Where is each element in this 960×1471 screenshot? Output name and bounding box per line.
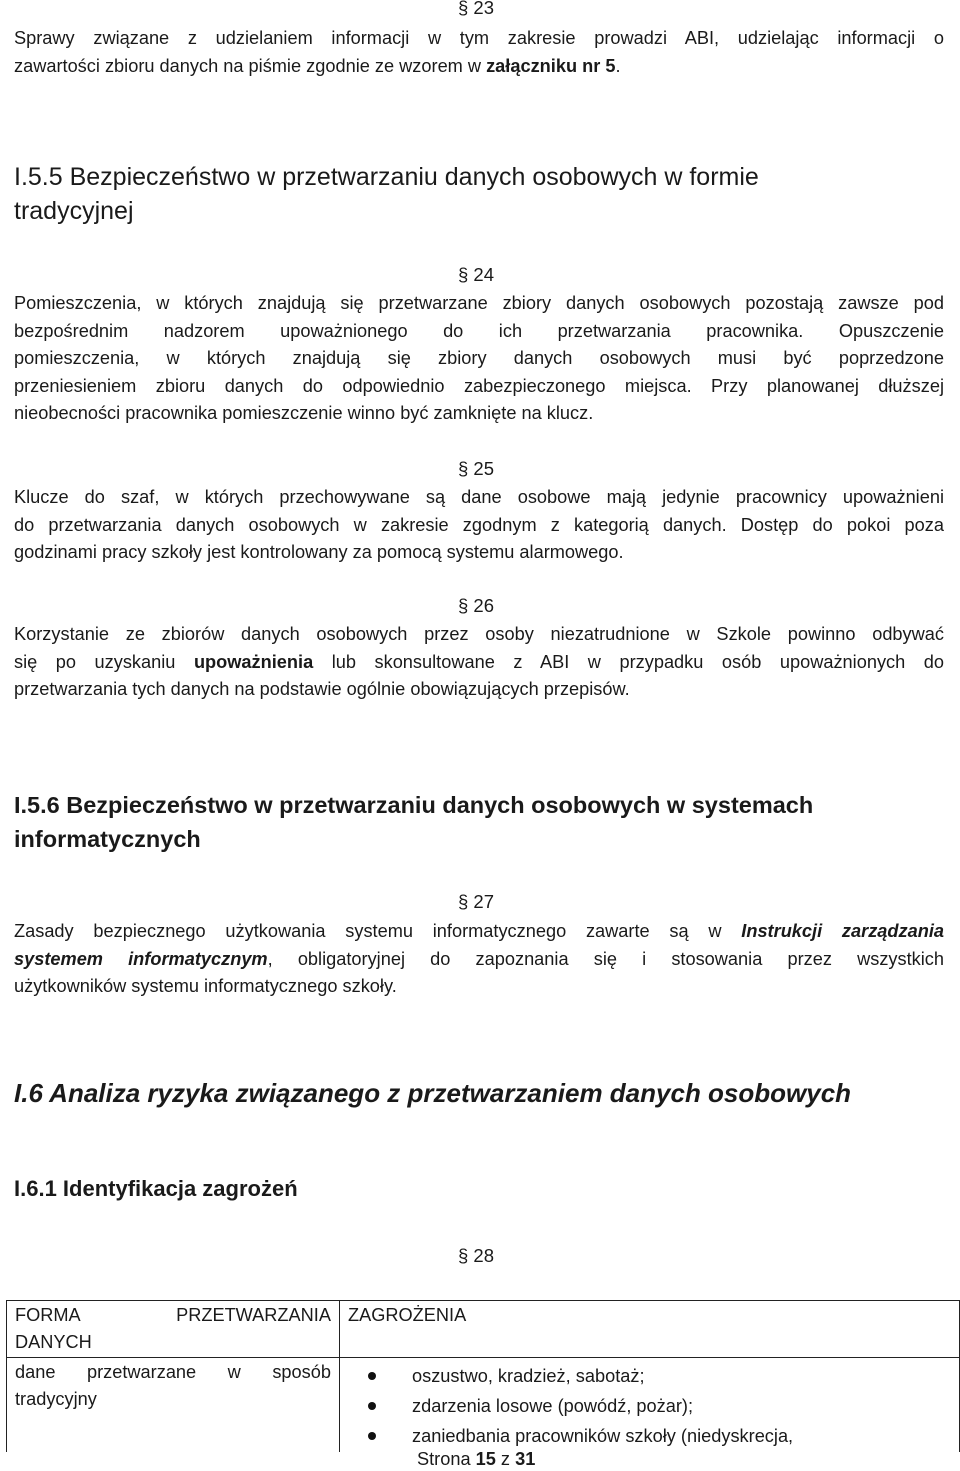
- heading-i-6-1: I.6.1 Identyfikacja zagrożeń: [14, 1176, 298, 1201]
- page-footer: [415, 1449, 537, 1470]
- heading-i-5-5: [14, 160, 759, 228]
- paragraph-24-line-3: pomieszczenia, w których znajdują się zbiory danych osobowych musi być poprzedzone: [14, 348, 944, 368]
- paragraph-24-line-5: nieobecności pracownika pomieszczenie winno być zamknięte na klucz.: [14, 403, 594, 423]
- table-header-row: [7, 1301, 960, 1358]
- heading-i-5-6-line-2: informatycznych: [14, 826, 201, 852]
- cell-text-line-2: tradycyjny: [15, 1389, 97, 1409]
- header-word-forma: FORMA: [15, 1305, 81, 1325]
- header-cell-line-1: [15, 1302, 331, 1329]
- header-word-przetwarzania: PRZETWARZANIA: [176, 1305, 331, 1325]
- paragraph-25-text: [14, 484, 944, 567]
- paragraph-26-line-2-start: się po uzyskaniu: [14, 651, 194, 672]
- heading-i-5-5-line-2: tradycyjnej: [14, 197, 134, 225]
- paragraph-23-line-2-end: .: [615, 55, 621, 76]
- paragraph-25-line-3: godzinami pracy szkoły jest kontrolowany za pomocą systemu alarmowego.: [14, 542, 624, 562]
- list-item: zaniedbania pracowników szkoły (niedyskrecja,: [348, 1421, 951, 1451]
- cell-line-1: [15, 1359, 331, 1386]
- paragraph-mark-27: § 27: [458, 891, 495, 912]
- cell-threats-list: [340, 1358, 960, 1453]
- heading-i-5-5-line-1: I.5.5 Bezpieczeństwo w przetwarzaniu danych osobowych w formie: [14, 163, 759, 191]
- paragraph-mark-28: § 28: [458, 1245, 495, 1266]
- paragraph-mark-26: § 26: [458, 595, 495, 616]
- footer-separator: z: [495, 1449, 516, 1469]
- list-item: zdarzenia losowe (powódź, pożar);: [348, 1391, 951, 1421]
- paragraph-27-line-1: [14, 918, 944, 946]
- paragraph-24-line-1: Pomieszczenia, w których znajdują się przetwarzane zbiory danych osobowych pozostają zawsze pod: [14, 293, 944, 313]
- paragraph-27-line-2: [14, 946, 944, 974]
- paragraph-26-line-1: Korzystanie ze zbiorów danych osobowych przez osoby niezatrudnione w Szkole powinno odbywać: [14, 624, 944, 644]
- paragraph-mark-25: § 25: [458, 458, 495, 479]
- instruction-title-part-1: Instrukcji zarządzania: [741, 921, 944, 941]
- current-page-number: 15: [475, 1449, 496, 1469]
- attachment-reference: załączniku nr 5: [486, 55, 616, 76]
- threats-list: [348, 1361, 951, 1451]
- header-cell-processing-form: [7, 1301, 340, 1358]
- paragraph-27-line-3: użytkowników systemu informatycznego szkoły.: [14, 976, 397, 996]
- table-row: [7, 1358, 960, 1453]
- paragraph-24-line-2: bezpośrednim nadzorem upoważnionego do ich przetwarzania pracownika. Opuszczenie: [14, 320, 944, 341]
- paragraph-26-text: [14, 621, 944, 704]
- list-item: oszustwo, kradzież, sabotaż;: [348, 1361, 951, 1391]
- heading-i-5-6: [14, 788, 813, 856]
- heading-i-6: I.6 Analiza ryzyka związanego z przetwarzaniem danych osobowych: [14, 1078, 852, 1108]
- paragraph-mark-24: § 24: [458, 264, 495, 285]
- paragraph-26-line-2: [14, 649, 944, 677]
- paragraph-26-line-2-end: lub skonsultowane z ABI w przypadku osób upoważnionych do: [313, 651, 945, 672]
- paragraph-26-line-3: przetwarzania tych danych na podstawie ogólnie obowiązujących przepisów.: [14, 679, 630, 699]
- paragraph-23-line-2: [14, 53, 944, 81]
- instruction-title-part-2: systemem informatycznym: [14, 948, 268, 969]
- threats-table: [6, 1300, 960, 1452]
- paragraph-23-line-2-text: zawartości zbioru danych na piśmie zgodnie ze wzorem w: [14, 55, 487, 76]
- footer-label: Strona: [417, 1449, 476, 1469]
- paragraph-23-text: [14, 25, 944, 80]
- total-pages-number: 31: [515, 1449, 536, 1469]
- paragraph-27-line-2-end: , obligatoryjnej do zapoznania się i stosowania przez wszystkich: [267, 948, 945, 969]
- authorization-term: upoważnienia: [193, 651, 314, 672]
- heading-i-5-6-line-1: I.5.6 Bezpieczeństwo w przetwarzaniu danych osobowych w systemach: [14, 792, 814, 818]
- paragraph-24-line-4: przeniesieniem zbioru danych do odpowiednio zabezpieczonego miejsca. Przy planowanej dłuższej: [14, 375, 944, 396]
- cell-text-line-1: dane przetwarzane w sposób: [15, 1362, 331, 1382]
- paragraph-mark-23: § 23: [458, 0, 495, 18]
- header-cell-threats: ZAGROŻENIA: [340, 1301, 960, 1358]
- paragraph-27-text: [14, 918, 944, 1001]
- paragraph-23-line-1: Sprawy związane z udzielaniem informacji w tym zakresie prowadzi ABI, udzielając informacji o: [14, 28, 944, 48]
- paragraph-24-text: [14, 290, 944, 428]
- cell-processing-form: [7, 1358, 340, 1453]
- paragraph-25-line-1: Klucze do szaf, w których przechowywane są dane osobowe mają jedynie pracownicy upoważnieni: [14, 487, 944, 507]
- header-word-danych: DANYCH: [15, 1332, 92, 1352]
- paragraph-25-line-2: do przetwarzania danych osobowych w zakresie zgodnym z kategorią danych. Dostęp do pokoi poza: [14, 514, 944, 535]
- paragraph-27-line-1-start: Zasady bezpiecznego użytkowania systemu informatycznego zawarte są w: [14, 921, 742, 941]
